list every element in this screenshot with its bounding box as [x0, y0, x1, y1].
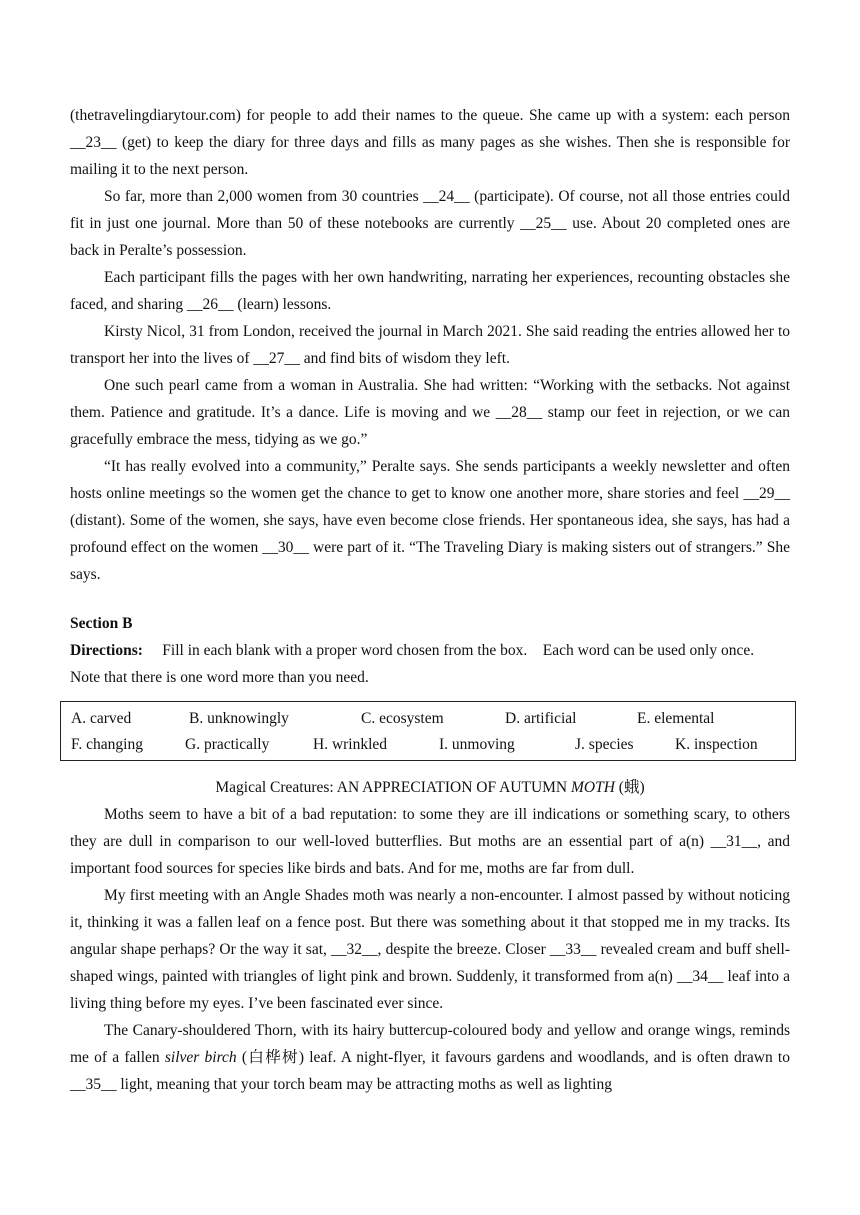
word-option: E. elemental	[637, 710, 715, 727]
article-title-suffix: (蛾)	[614, 779, 645, 796]
section-b-title: Section B	[70, 615, 133, 632]
paragraph-italic: silver birch	[164, 1049, 237, 1066]
paragraph: So far, more than 2,000 women from 30 countries __24__ (participate). Of course, not all those entries could fit in just one journal. More than 50 of these notebooks are currently __25__ use. About 20 completed ones are back in Peralte’s possession.	[70, 188, 790, 259]
paragraph: Kirsty Nicol, 31 from London, received the journal in March 2021. She said reading the entries allowed her to transport her into the lives of __27__ and find bits of wisdom they left.	[70, 323, 790, 367]
paragraph: Each participant fills the pages with her own handwriting, narrating her experiences, recounting obstacles she faced, and sharing __26__ (learn) lessons.	[70, 269, 790, 313]
directions	[70, 637, 790, 691]
paragraph-text: (白桦树) leaf. A night-flyer, it favours gardens and woodlands, and is often drawn to __35__ light, meaning that your torch beam may be attracting moths as well as lighting	[70, 1049, 790, 1093]
word-option: H. wrinkled	[313, 736, 388, 753]
article-title-italic: MOTH	[571, 779, 615, 796]
directions-text-content: Fill in each blank with a proper word chosen from the box. Each word can be used only once. Note that there is one word more than you need.	[70, 642, 770, 686]
word-box	[60, 701, 796, 761]
word-option: K. inspection	[675, 736, 758, 753]
paragraph-text: The Canary-shouldered Thorn, with its hairy buttercup-coloured body and yellow and orange wings, reminds me of a fallen	[70, 1022, 790, 1066]
paragraph: “It has really evolved into a community,” Peralte says. She sends participants a weekly newsletter and often hosts online meetings so the women get the chance to get to know one another more, share stories and feel __29__ (distant). Some of the women, she says, have even become close friends. Her spontaneous idea, she says, has had a profound effect on the women __30__ were part of it. “The Traveling Diary is making sisters out of strangers.” She says.	[70, 458, 790, 583]
article-title-text: Magical Creatures: AN APPRECIATION OF AUTUMN	[215, 779, 571, 796]
article-title	[70, 775, 790, 801]
paragraph: One such pearl came from a woman in Australia. She had written: “Working with the setbacks. Not against them. Patience and gratitude. It’s a dance. Life is moving and we __28__ stamp our feet in rejection, or we can gracefully embrace the mess, tidying as we go.”	[70, 377, 790, 448]
paragraph: (thetravelingdiarytour.com) for people to add their names to the queue. She came up with a system: each person __23__ (get) to keep the diary for three days and fills as many pages as she wishes. Then she is responsible for mailing it to the next person.	[70, 107, 790, 178]
word-option: D. artificial	[505, 710, 577, 727]
word-option: F. changing	[71, 736, 143, 753]
paragraph: My first meeting with an Angle Shades moth was nearly a non-encounter. I almost passed by without noticing it, thinking it was a fallen leaf on a fence post. But there was something about it that stopped me in my tracks. Its angular shape perhaps? Or the way it sat, __32__, despite the breeze. Closer __33__ revealed cream and buff shell-shaped wings, painted with triangles of light pink and brown. Suddenly, it transformed from a(n) __34__ leaf into a living thing before my eyes. I’ve been fascinated ever since.	[70, 887, 790, 1012]
word-option: A. carved	[71, 710, 132, 727]
directions-text	[70, 642, 770, 686]
word-option: C. ecosystem	[361, 710, 444, 727]
section-b-passage	[70, 801, 790, 1098]
word-box-row	[61, 706, 795, 732]
word-option: G. practically	[185, 736, 270, 753]
word-option: B. unknowingly	[189, 710, 289, 727]
word-box-row	[61, 732, 795, 758]
word-option: J. species	[575, 736, 634, 753]
section-a-passage	[70, 102, 790, 588]
paragraph: Moths seem to have a bit of a bad reputation: to some they are ill indications or something scary, to others they are dull in comparison to our well-loved butterflies. But moths are an essential part of a(n) __31__, and important food sources for species like birds and bats. And for me, moths are far from dull.	[70, 806, 790, 877]
paragraph	[70, 1017, 790, 1098]
exam-page	[70, 102, 790, 1098]
directions-label: Directions:	[70, 642, 143, 659]
word-option: I. unmoving	[439, 736, 515, 753]
